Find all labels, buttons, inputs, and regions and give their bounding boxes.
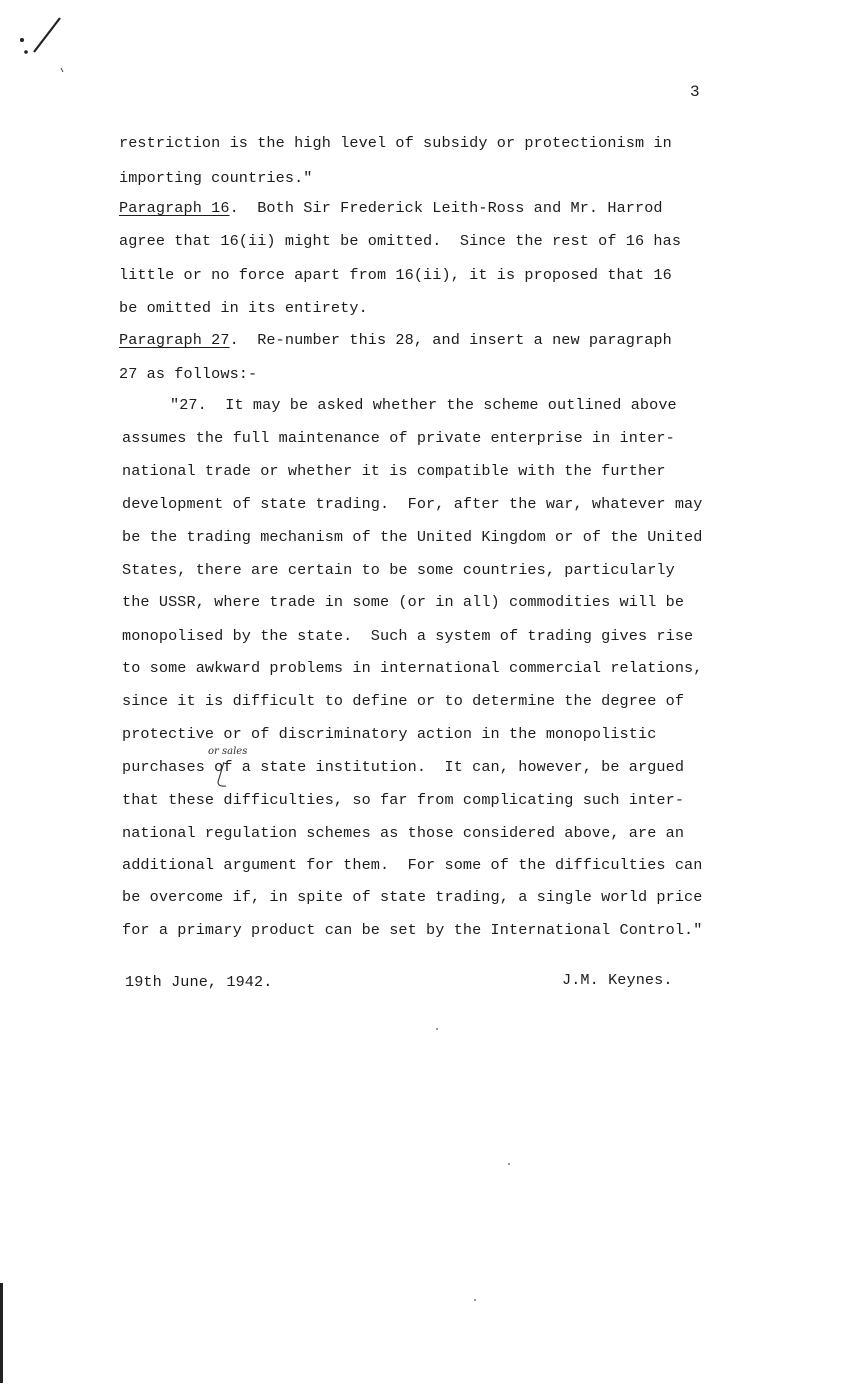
text-line bbox=[122, 626, 693, 646]
line-text: 27 as follows:- bbox=[119, 365, 258, 383]
text-line bbox=[122, 823, 684, 843]
line-text: "27. It may be asked whether the scheme outlined above bbox=[170, 396, 677, 414]
paper-speck bbox=[508, 1163, 510, 1165]
line-text: purchases of a state institution. It can, however, be argued bbox=[122, 758, 685, 776]
text-line bbox=[122, 757, 684, 777]
paragraph-heading: Paragraph 27 bbox=[119, 331, 230, 349]
text-line bbox=[122, 461, 666, 481]
text-line bbox=[170, 395, 677, 415]
text-line bbox=[119, 168, 313, 188]
line-text: be the trading mechanism of the United Kingdom or of the United bbox=[122, 528, 703, 546]
text-line bbox=[122, 658, 702, 678]
text-line bbox=[122, 887, 702, 907]
handwritten-tick-mark bbox=[12, 14, 72, 89]
line-text: the USSR, where trade in some (or in all) commodities will be bbox=[122, 593, 685, 611]
text-line bbox=[122, 920, 702, 940]
text-line bbox=[119, 133, 672, 153]
line-text: protective or of discriminatory action in the monopolistic bbox=[122, 725, 657, 743]
date-line: 19th June, 1942. bbox=[125, 973, 273, 991]
insertion-caret-mark bbox=[214, 760, 236, 795]
line-text: agree that 16(ii) might be omitted. Since the rest of 16 has bbox=[119, 232, 682, 250]
text-line bbox=[122, 494, 702, 514]
text-line bbox=[119, 231, 681, 251]
text-line bbox=[122, 855, 702, 875]
paper-speck bbox=[436, 1028, 438, 1030]
handwritten-insertion: or sales bbox=[208, 746, 248, 757]
line-text: be overcome if, in spite of state trading, a single world price bbox=[122, 888, 703, 906]
line-text: little or no force apart from 16(ii), it is proposed that 16 bbox=[119, 266, 672, 284]
text-line bbox=[122, 527, 702, 547]
line-text: States, there are certain to be some countries, particularly bbox=[122, 561, 675, 579]
line-text: that these difficulties, so far from complicating such inter- bbox=[122, 791, 685, 809]
page-number: 3 bbox=[690, 83, 700, 101]
line-text: restriction is the high level of subsidy or protectionism in bbox=[119, 134, 672, 152]
line-text: be omitted in its entirety. bbox=[119, 299, 368, 317]
line-text: assumes the full maintenance of private enterprise in inter- bbox=[122, 429, 675, 447]
paper-speck bbox=[474, 1299, 476, 1301]
text-line bbox=[122, 724, 656, 744]
line-text: development of state trading. For, after the war, whatever may bbox=[122, 495, 703, 513]
text-line bbox=[119, 364, 257, 384]
text-line bbox=[122, 790, 684, 810]
line-text: to some awkward problems in international commercial relations, bbox=[122, 659, 703, 677]
text-line bbox=[119, 298, 368, 318]
text-line bbox=[122, 560, 675, 580]
scan-edge-shadow bbox=[0, 1283, 3, 1383]
text-line bbox=[119, 330, 672, 350]
text-line bbox=[122, 428, 675, 448]
line-text: for a primary product can be set by the International Control." bbox=[122, 921, 703, 939]
line-text: national trade or whether it is compatible with the further bbox=[122, 462, 666, 480]
text-line bbox=[122, 592, 684, 612]
signature: J.M. Keynes. bbox=[562, 971, 673, 989]
line-text: since it is difficult to define or to determine the degree of bbox=[122, 692, 685, 710]
line-text: monopolised by the state. Such a system of trading gives rise bbox=[122, 627, 694, 645]
paragraph-heading: Paragraph 16 bbox=[119, 199, 230, 217]
line-text: . Both Sir Frederick Leith-Ross and Mr. Harrod bbox=[229, 199, 663, 217]
line-text: . Re-number this 28, and insert a new paragraph bbox=[229, 331, 672, 349]
text-line bbox=[119, 265, 672, 285]
line-text: additional argument for them. For some of the difficulties can bbox=[122, 856, 703, 874]
text-line bbox=[119, 198, 663, 218]
text-line bbox=[122, 691, 684, 711]
line-text: importing countries." bbox=[119, 169, 313, 187]
line-text: national regulation schemes as those considered above, are an bbox=[122, 824, 685, 842]
